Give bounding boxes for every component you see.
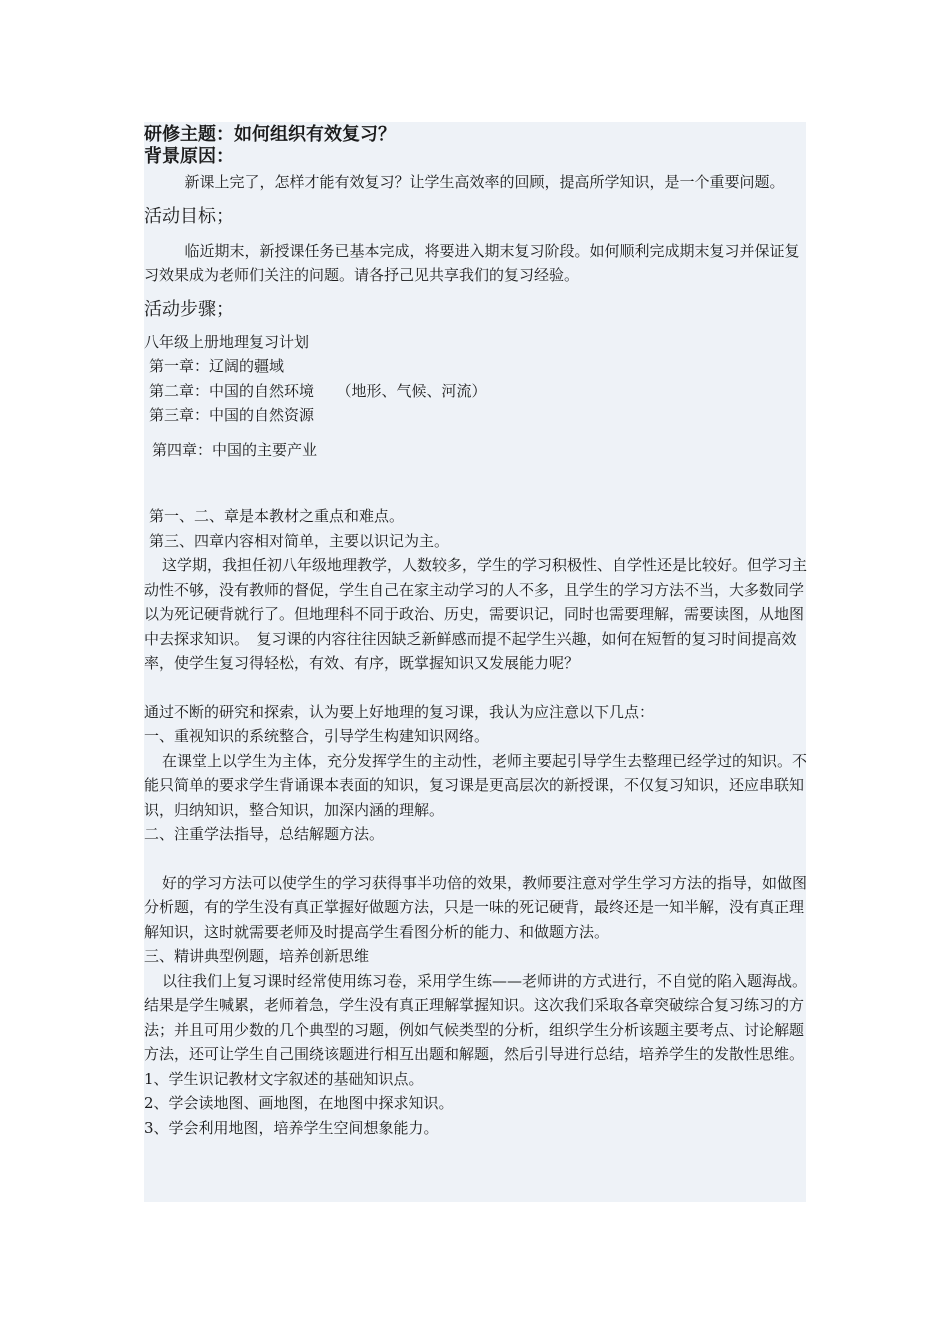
goal-text: 临近期末，新授课任务已基本完成，将要进入期末复习阶段。如何顺利完成期末复习并保证复习效果成为老师们关注的问题。请各抒己见共享我们的复习经验。 — [144, 241, 800, 284]
chapter-3: 第三章：中国的自然资源 — [149, 406, 315, 424]
chapter-1: 第一章：辽阔的疆域 — [149, 357, 285, 375]
steps-heading: 活动步骤； — [144, 298, 234, 320]
goal-heading: 活动目标； — [144, 205, 234, 227]
document-body — [144, 124, 812, 1140]
chapter-4: 第四章：中国的主要产业 — [152, 440, 318, 459]
point-1-title: 一、重视知识的系统整合，引导学生构建知识网络。 — [144, 727, 490, 745]
point-2-title: 二、注重学法指导，总结解题方法。 — [144, 825, 385, 843]
situation-paragraph: 这学期，我担任初八年级地理教学，人数较多，学生的学习积极性、自学性还是比较好。但学习主动性不够，没有教师的督促，学生自己在家主动学习的人不多，且学生的学习方法不当，大多数同学以为死记硬背就行了。但地理科不同于政治、历史，需要识记，同时也需要理解，需要读图，从地图中去探求知识。 复习课的内容往往因缺乏新鲜感而提不起学生兴趣，如何在短暂的复习时间提高效率，使学生复习得轻松，有效、有序，既掌握知识又发展能力呢？ — [144, 556, 808, 672]
list-item: 1、学生识记教材文字叙述的基础知识点。 — [144, 1069, 424, 1088]
method-intro: 通过不断的研究和探索，认为要上好地理的复习课，我认为应注意以下几点： — [144, 702, 655, 721]
point-3-title: 三、精讲典型例题，培养创新思维 — [144, 947, 370, 965]
list-item: 2、学会读地图、画地图，在地图中探求知识。 — [144, 1094, 454, 1112]
document-title: 研修主题：如何组织有效复习？ — [144, 124, 396, 145]
point-3-text: 以往我们上复习课时经常使用练习卷，采用学生练——老师讲的方式进行，不自觉的陷入题海战。结果是学生喊累，老师着急，学生没有真正理解掌握知识。这次我们采取各章突破综合复习练习的方法；并且可用少数的几个典型的习题，例如气候类型的分析，组织学生分析该题主要考点、讨论解题方法，还可让学生自己围绕该题进行相互出题和解题，然后引导进行总结，培养学生的发散性思维。 — [144, 971, 808, 1063]
point-1-text: 在课堂上以学生为主体，充分发挥学生的主动性，老师主要起引导学生去整理已经学过的知识。不能只简单的要求学生背诵课本表面的知识，复习课是更高层次的新授课，不仅复习知识，还应串联知识，归纳知识，整合知识，加深内涵的理解。 — [144, 751, 808, 819]
note-easy-chapters: 第三、四章内容相对简单，主要以识记为主。 — [149, 531, 450, 550]
background-heading: 背景原因： — [144, 146, 234, 167]
list-item: 3、学会利用地图，培养学生空间想象能力。 — [144, 1118, 439, 1137]
note-key-chapters: 第一、二、章是本教材之重点和难点。 — [149, 507, 405, 525]
chapter-2: 第二章：中国的自然环境 （地形、气候、河流） — [149, 381, 487, 400]
point-2-text: 好的学习方法可以使学生的学习获得事半功倍的效果，教师要注意对学生学习方法的指导，如做图分析题，有的学生没有真正掌握好做题方法，只是一味的死记硬背，最终还是一知半解，没有真正理解知识，这时就需要老师及时提高学生看图分析的能力、和做题方法。 — [144, 873, 808, 941]
plan-title: 八年级上册地理复习计划 — [144, 332, 310, 351]
background-text: 新课上完了，怎样才能有效复习？让学生高效率的回顾，提高所学知识，是一个重要问题。 — [184, 173, 785, 191]
